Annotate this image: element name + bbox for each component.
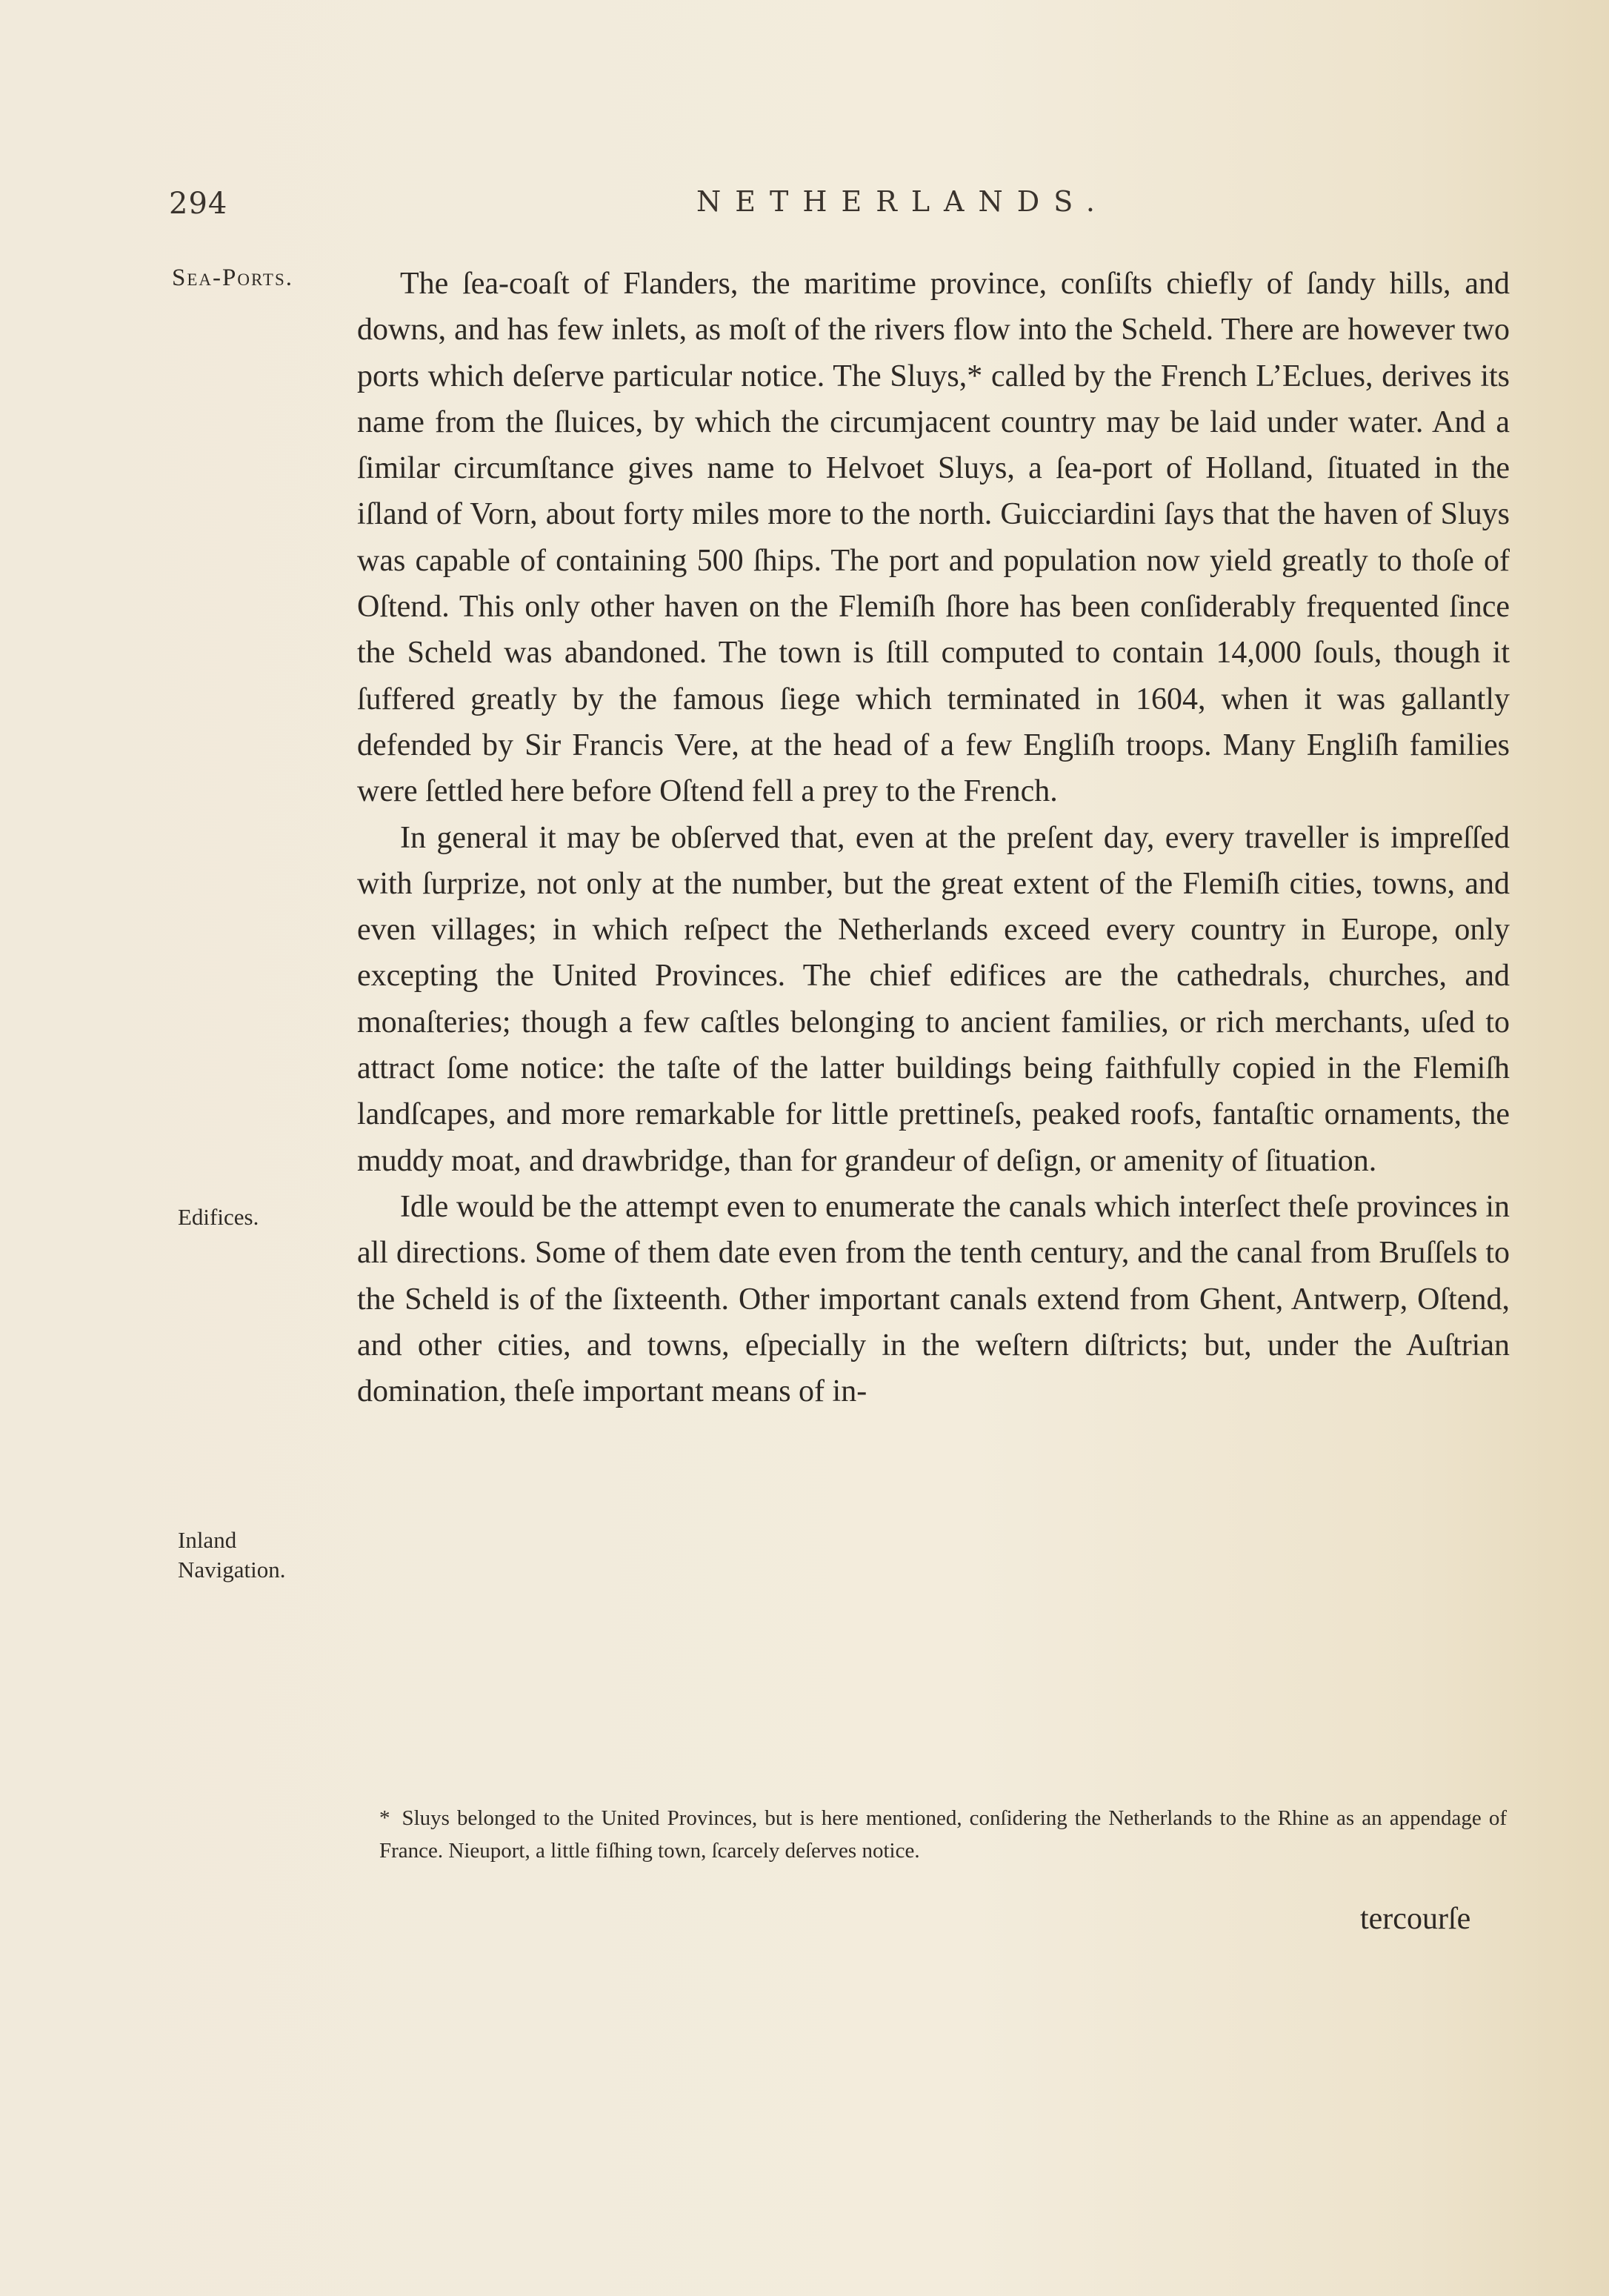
margin-note-navigation: Navigation. <box>178 1557 286 1583</box>
page-number: 294 <box>169 187 228 221</box>
paragraph-sea-ports: The ſea-coaſt of Flanders, the maritime province, conſiſts chiefly of ſandy hills, and downs, and has few inlets, as moſt of the rivers flow into the Scheld. There are however two ports which deſerve particular notice. The Sluys,* called by the French L’Eclues, derives its name from the ſluices, by which the circumjacent country may be laid under water. And a ſimilar circumſtance gives name to Helvoet Sluys, a ſea-port of Holland, ſituated in the iſland of Vorn, about forty miles more to the north. Guicciardini ſays that the haven of Sluys was capable of containing 500 ſhips. The port and population now yield greatly to thoſe of Oſtend. This only other haven on the Flemiſh ſhore has been conſiderably frequented ſince the Scheld was abandoned. The town is ſtill computed to contain 14,000 ſouls, though it ſuffered greatly by the famous ſiege which terminated in 1604, when it was gallantly defended by Sir Francis Vere, at the head of a few Engliſh troops. Many Engliſh families were ſettled here before Oſtend fell a prey to the French. <box>357 267 1510 809</box>
margin-note-sea-ports: Sea-Ports. <box>172 264 294 291</box>
footnote-text: Sluys belonged to the United Provinces, but is here mentioned, conſidering the Netherlands to the Rhine as an appendage of France. Nieuport, a little fiſhing town, ſcarcely deſerves notice. <box>379 1806 1507 1863</box>
footnote-marker: * <box>379 1806 390 1830</box>
running-head: NETHERLANDS. <box>696 185 1109 218</box>
footnote <box>379 1802 1507 1867</box>
catchword: tercourſe <box>1360 1902 1471 1936</box>
paragraph-inland-navigation: Idle would be the attempt even to enumerate the canals which interſect theſe provinces in all directions. Some of them date even from the tenth century, and the canal from Bruſſels to the Scheld is of the ſixteenth. Other important canals extend from Ghent, Antwerp, Oſtend, and other cities, and towns, eſpecially in the weſtern diſtricts; but, under the Auſtrian domination, theſe important means of in- <box>357 1189 1510 1409</box>
margin-note-inland: Inland <box>178 1527 237 1553</box>
paragraph-edifices: In general it may be obſerved that, even at the preſent day, every traveller is impreſſed with ſurprize, not only at the number, but the great extent of the Flemiſh cities, towns, and even villages; in which reſpect the Netherlands exceed every country in Europe, only excepting the United Provinces. The chief edifices are the cathedrals, churches, and monaſteries; though a few caſtles belonging to ancient families, or rich merchants, uſed to attract ſome notice: the taſte of the latter buildings being faithfully copied in the Flemiſh landſcapes, and more remarkable for little prettineſs, peaked roofs, fantaſtic ornaments, the muddy moat, and drawbridge, than for grandeur of deſign, or amenity of ſituation. <box>357 820 1510 1178</box>
margin-note-edifices: Edifices. <box>178 1204 259 1230</box>
main-text-block <box>357 261 1510 1414</box>
